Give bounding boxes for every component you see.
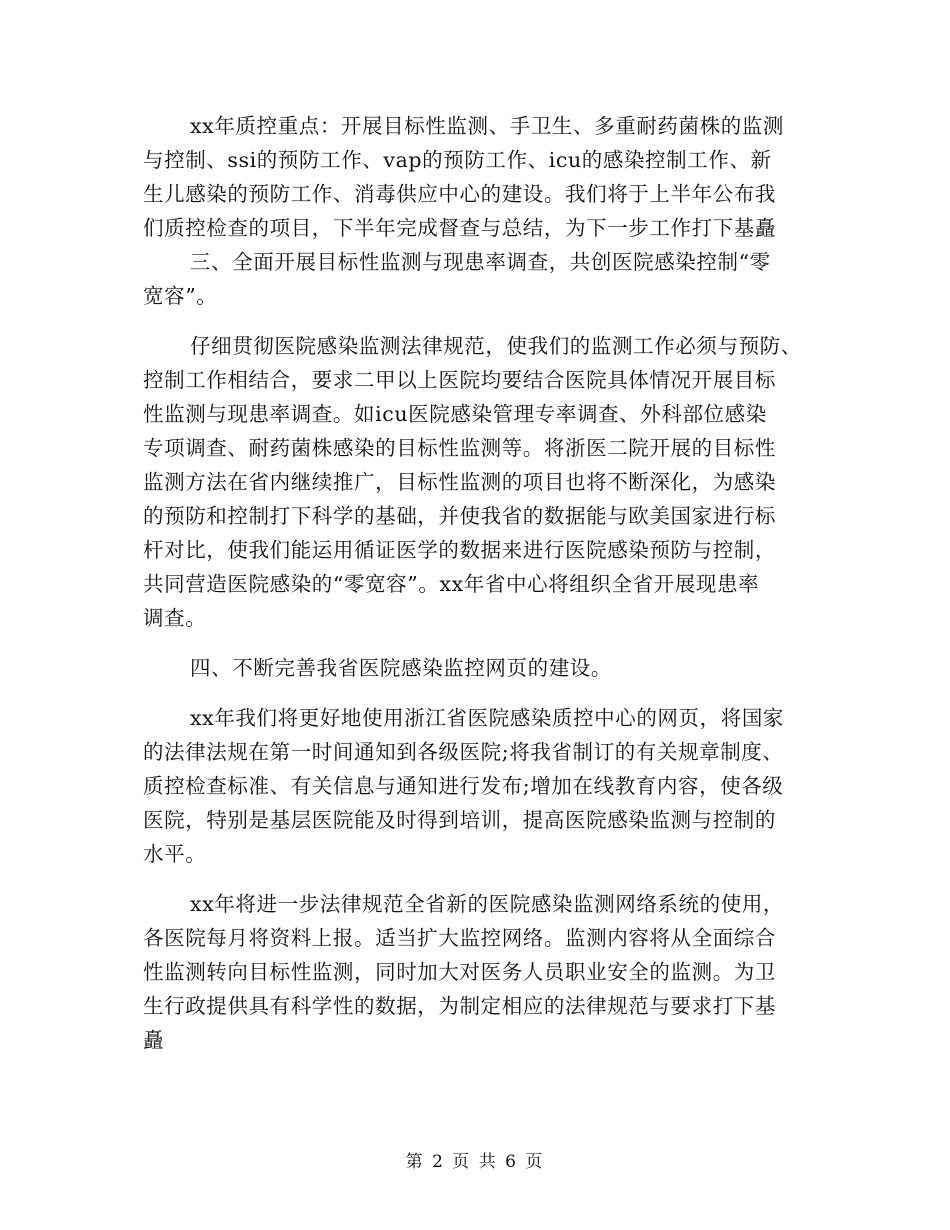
paragraph-line: xx年将进一步法律规范全省新的医院感染监测网络系统的使用， (190, 892, 785, 916)
section-heading-line: 三、全面开展目标性监测与现患率调查，共创医院感染控制“零 (190, 250, 771, 274)
paragraph-line: 与控制、ssi的预防工作、vap的预防工作、icu的感染控制工作、新 (143, 148, 772, 172)
paragraph-line: 性监测转向目标性监测，同时加大对医务人员职业安全的监测。为卫 (143, 960, 776, 984)
paragraph-line: 们质控检查的项目，下半年完成督查与总结，为下一步工作打下基矗 (143, 216, 776, 240)
paragraph-line: xx年我们将更好地使用浙江省医院感染质控中心的网页，将国家 (190, 706, 785, 730)
paragraph-line: 生儿感染的预防工作、消毒供应中心的建设。我们将于上半年公布我 (143, 182, 776, 206)
section-heading-line: 四、不断完善我省医院感染监控网页的建设。 (190, 656, 612, 680)
paragraph-line: 共同营造医院感染的“零宽容”。xx年省中心将组织全省开展现患率 (143, 572, 760, 596)
section-heading-line: 宽容”。 (143, 284, 218, 308)
paragraph-line: 医院，特别是基层医院能及时得到培训，提高医院感染监测与控制的 (143, 808, 776, 832)
paragraph-line: 专项调查、耐药菌株感染的目标性监测等。将浙医二院开展的目标性 (143, 436, 776, 460)
paragraph-line: 矗 (143, 1028, 165, 1052)
paragraph-line: 仔细贯彻医院感染监测法律规范，使我们的监测工作必须与预防、 (190, 334, 802, 358)
page-number-footer: 第 2 页 共 6 页 (405, 1152, 545, 1172)
paragraph-line: 的预防和控制打下科学的基础，并使我省的数据能与欧美国家进行标 (143, 504, 776, 528)
paragraph-line: 调查。 (143, 606, 207, 630)
paragraph-line: 杆对比，使我们能运用循证医学的数据来进行医院感染预防与控制， (143, 538, 776, 562)
paragraph-line: 质控检查标准、有关信息与通知进行发布;增加在线教育内容，使各级 (143, 774, 784, 798)
paragraph-line: 生行政提供具有科学性的数据，为制定相应的法律规范与要求打下基 (143, 994, 776, 1018)
paragraph-line: 监测方法在省内继续推广，目标性监测的项目也将不断深化，为感染 (143, 470, 776, 494)
paragraph-line: xx年质控重点：开展目标性监测、手卫生、多重耐药菌株的监测 (190, 114, 785, 138)
paragraph-line: 性监测与现患率调查。如icu医院感染管理专率调查、外科部位感染 (143, 402, 767, 426)
paragraph-line: 的法律法规在第一时间通知到各级医院;将我省制订的有关规章制度、 (143, 740, 784, 764)
paragraph-line: 各医院每月将资料上报。适当扩大监控网络。监测内容将从全面综合 (143, 926, 776, 950)
paragraph-line: 水平。 (143, 842, 207, 866)
paragraph-line: 控制工作相结合，要求二甲以上医院均要结合医院具体情况开展目标 (143, 368, 776, 392)
